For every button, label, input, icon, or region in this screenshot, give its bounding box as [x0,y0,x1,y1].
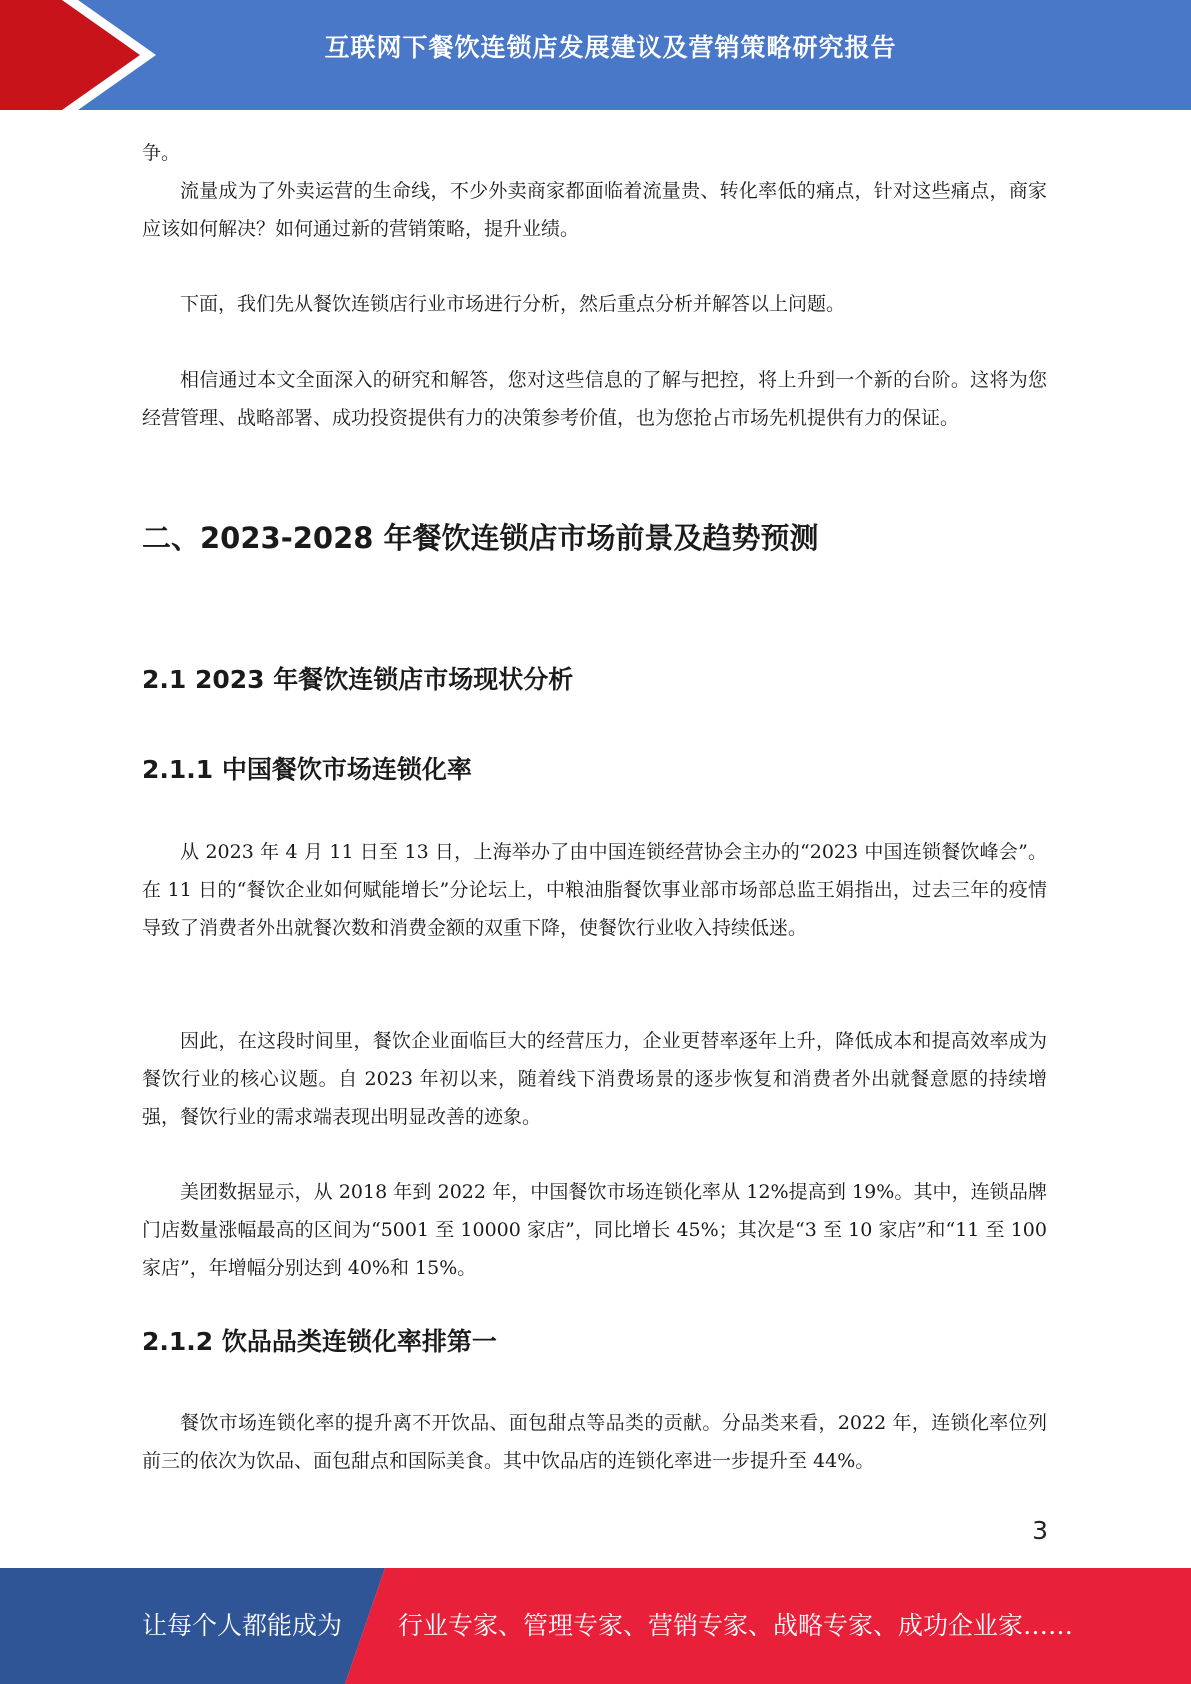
page-number: 3 [1032,1516,1048,1545]
paragraph-continuation: 争。 [142,142,181,164]
paragraph: 从 2023 年 4 月 11 日至 13 日，上海举办了由中国连锁经营协会主办的“2023 中国连锁餐饮峰会”。在 11 日的“餐饮企业如何赋能增长”分论坛上，中粮油脂餐饮事业部市场部总监王娟指出，过去三年的疫情导致了消费者外出就餐次数和消费金额的双重下降，使餐饮行业收入持续低迷。 [142,841,1047,939]
subsection-heading: 2.1 2023 年餐饮连锁店市场现状分析 [142,665,574,694]
header-title: 互联网下餐饮连锁店发展建议及营销策略研究报告 [324,33,897,62]
subsubsection-heading: 2.1.2 饮品品类连锁化率排第一 [142,1327,497,1356]
paragraph: 流量成为了外卖运营的生命线，不少外卖商家都面临着流量贵、转化率低的痛点，针对这些痛点，商家应该如何解决？如何通过新的营销策略，提升业绩。 [142,180,1047,240]
paragraph: 相信通过本文全面深入的研究和解答，您对这些信息的了解与把控，将上升到一个新的台阶。这将为您经营管理、战略部署、成功投资提供有力的决策参考价值，也为您抢占市场先机提供有力的保证。 [142,369,1047,429]
paragraph: 因此，在这段时间里，餐饮企业面临巨大的经营压力，企业更替率逐年上升，降低成本和提高效率成为餐饮行业的核心议题。自 2023 年初以来，随着线下消费场景的逐步恢复和消费者外出就餐意愿的持续增强，餐饮行业的需求端表现出明显改善的迹象。 [142,1030,1047,1128]
paragraph: 餐饮市场连锁化率的提升离不开饮品、面包甜点等品类的贡献。分品类来看，2022 年，连锁化率位列前三的依次为饮品、面包甜点和国际美食。其中饮品店的连锁化率进一步提升至 44%。 [142,1412,1047,1472]
page-footer [0,1568,1191,1684]
page-header [0,0,1191,110]
paragraph: 美团数据显示，从 2018 年到 2022 年，中国餐饮市场连锁化率从 12%提高到 19%。其中，连锁品牌门店数量涨幅最高的区间为“5001 至 10000 家店”，同比增长 45%；其次是“3 至 10 家店”和“11 至 100 家店”，年增幅分别达到 40%和 15%。 [142,1181,1047,1279]
footer-slogan-left: 让每个人都能成为 [142,1611,343,1640]
paragraph: 下面，我们先从餐饮连锁店行业市场进行分析，然后重点分析并解答以上问题。 [180,293,846,315]
section-heading: 二、2023-2028 年餐饮连锁店市场前景及趋势预测 [142,521,819,555]
footer-slogan-right: 行业专家、管理专家、营销专家、战略专家、成功企业家…… [398,1611,1074,1640]
subsubsection-heading: 2.1.1 中国餐饮市场连锁化率 [142,755,472,784]
